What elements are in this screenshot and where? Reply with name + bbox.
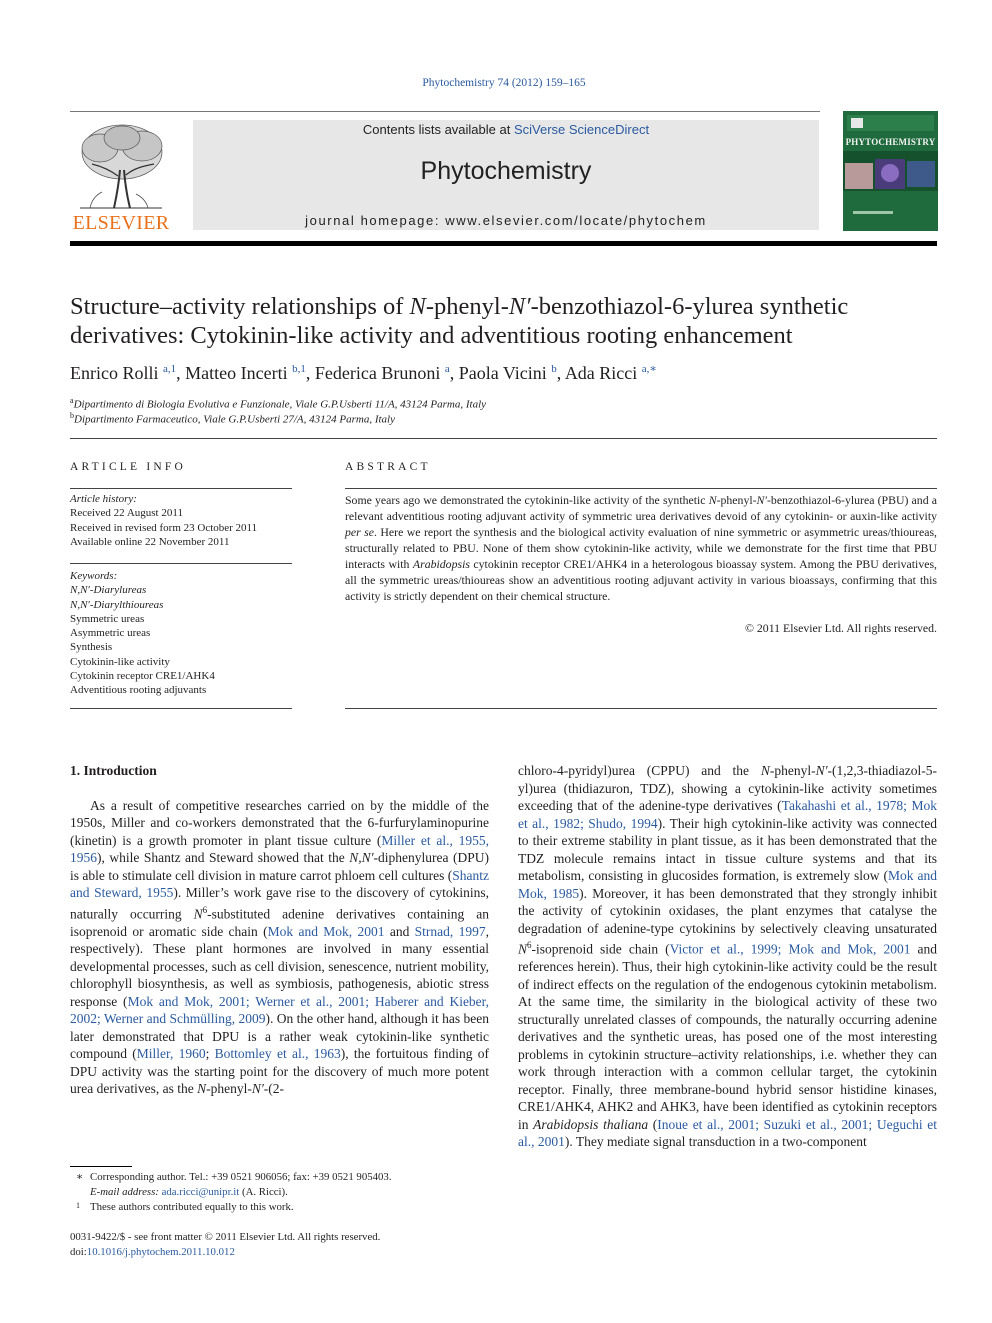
body-text: ). Moreover, it has been demonstrated that they strongly inhibit the activity of cytokinin oxidases, the plant enzymes that catalyse the degradation of adenine-type cytokinins by selectively cleaving unsaturated — [518, 885, 937, 936]
footnote-rule — [70, 1166, 132, 1167]
body-text: ). Their high cytokinin-like activity was connected to their extreme stability in plant tissue, as it has been demonstrated that the TDZ molecule remains intact in tissue culture systems and that its metabolism, consisting in glucosides formation, is extremely slow ( — [518, 815, 938, 883]
email-link[interactable]: ada.ricci@unipr.it — [161, 1186, 240, 1198]
italic-term: N′ — [815, 763, 828, 778]
citation-link[interactable]: Strnad, 1997 — [414, 923, 486, 939]
author[interactable]: Paola Vicini $^b$ — [458, 363, 557, 383]
body-text: ), while Shantz and Steward showed that the — [97, 850, 350, 865]
author[interactable]: Enrico Rolli $^{a,1}$ — [70, 363, 177, 383]
divider — [345, 488, 937, 489]
body-text: -phenyl- — [206, 1081, 252, 1096]
doi-link[interactable]: 10.1016/j.phytochem.2011.10.012 — [86, 1245, 235, 1258]
keyword: Symmetric ureas — [70, 612, 145, 625]
journal-citation[interactable]: Phytochemistry 74 (2012) 159–165 — [422, 77, 586, 89]
paper-title — [70, 292, 940, 350]
superscript: 6 — [527, 940, 532, 950]
body-text: -(2- — [263, 1081, 285, 1096]
citation-link[interactable]: Victor et al., 1999; Mok and Mok, 2001 — [669, 941, 911, 957]
keyword: N,N′-Diarylureas — [70, 584, 147, 597]
body-text: -phenyl- — [769, 763, 816, 778]
history-item: Available online 22 November 2011 — [70, 535, 230, 548]
keyword: Adventitious rooting adjuvants — [70, 684, 207, 697]
keyword: Cytokinin-like activity — [70, 655, 170, 668]
body-text: ; — [205, 1046, 215, 1061]
citation-link[interactable]: Miller et al., 1955, 1956 — [70, 832, 489, 865]
divider — [70, 438, 937, 439]
abstract-text: Some years ago we demonstrated the cytokinin-like activity of the synthetic N-phenyl-N′-benzothiazol-6-ylurea (PBU) and a relevant adventitious rooting adjuvant activity of symmetric urea derivatives devoid of any cytokinin- or auxin-like activity per se. Here we report the synthesis and the biological activity evaluation of nine symmetric or asymmetric ureas/thioureas, structurally related to PBU. None of them show cytokinin-like activity, while we demonstrate for the first time that PBU interacts with Arabidopsis cytokinin receptor CRE1/AHK4 in a heterologous bioassay system. Among the PBU derivatives, all the symmetric ureas/thioureas show an adventitious rooting adjuvant activity in various bioassays, confirming that this activity is strictly dependent on their chemical structure. — [345, 493, 937, 603]
journal-homepage[interactable]: journal homepage: www.elsevier.com/locate/phytochem — [305, 213, 707, 228]
italic-term: N — [760, 763, 770, 778]
abstract-copyright: © 2011 Elsevier Ltd. All rights reserved. — [745, 621, 937, 635]
title-part: Structure–activity relationships of — [70, 293, 410, 320]
citation-link[interactable]: Mok and Mok, 2001; Werner et al., 2001; Haberer and Kieber, 2002; Werner and Schmülling, 2009 — [70, 993, 490, 1026]
cover-title: PHYTOCHEMISTRY — [845, 137, 936, 147]
author[interactable]: Federica Brunoni $^a$ — [314, 363, 450, 383]
body-text: and references herein). Thus, their high cytokinin-like activity could be the result of indirect effects on the regulation of the endogenous cytokinin metabolism. At the same time, the similarity in the biological activity of these two structurally unrelated classes of compounds, the naturally occurring adenine derivatives and the synthetic ureas, has posed one of the most interesting problems in cytokinin structure–activity relationships, i.e. whether they can work through interaction with a common cellular target, the cytokinin receptor. Finally, three membrane-bound hybrid sensor histidine kinases, CRE1/AHK4, AHK2 and AHK3, have been identified as cytokinin receptors in — [518, 941, 937, 1132]
abstract-heading: ABSTRACT — [345, 461, 431, 473]
title-line-2: derivatives: Cytokinin-like activity and adventitious rooting enhancement — [70, 322, 793, 349]
footnote-email: E-mail address: ada.ricci@unipr.it (A. Ricci). — [90, 1186, 288, 1198]
keywords-label: Keywords: — [70, 570, 118, 582]
divider — [70, 563, 292, 564]
body-text: ). Miller’s work gave rise to the discovery of cytokinins, naturally occurring — [70, 885, 489, 921]
citation-link[interactable]: Mok and Mok, 2001 — [267, 923, 385, 939]
title-italic: N′ — [508, 293, 531, 320]
affiliation-b: $^b$Dipartimento Farmaceutico, Viale G.P.Usberti 27/A, 43124 Parma, Italy — [70, 411, 395, 426]
article-history — [70, 492, 292, 549]
footnote-corresponding: ∗ Corresponding author. Tel.: +39 0521 906056; fax: +39 0521 905403. — [76, 1171, 392, 1183]
divider — [345, 708, 937, 709]
citation-link[interactable]: Inoue et al., 2001; Suzuki et al., 2001; Ueguchi et al., 2001 — [518, 1116, 937, 1149]
intro-paragraph-right — [518, 762, 937, 1151]
journal-header-box — [193, 120, 819, 230]
journal-cover-thumbnail[interactable] — [843, 111, 938, 231]
body-text: -substituted adenine derivatives containing an isoprenoid or aromatic side chain ( — [70, 906, 489, 939]
title-part: -benzothiazol-6-ylurea synthetic — [530, 293, 849, 320]
title-part: -phenyl- — [425, 293, 509, 320]
keyword: Cytokinin receptor CRE1/AHK4 — [70, 670, 215, 683]
italic-term: N — [193, 906, 203, 921]
body-text: chloro-4-pyridyl)urea (CPPU) and the — [518, 763, 761, 778]
divider — [70, 488, 292, 489]
citation-link[interactable]: Mok and Mok, 1985 — [518, 868, 938, 901]
contents-line — [193, 122, 819, 137]
section-heading-introduction: 1. Introduction — [70, 763, 157, 778]
divider — [70, 708, 292, 709]
citation-link[interactable]: Takahashi et al., 1978; Mok et al., 1982; Shudo, 1994 — [518, 798, 937, 831]
italic-term: N′ — [251, 1081, 264, 1096]
author[interactable]: Matteo Incerti $^{b,1}$ — [185, 363, 306, 383]
author-list: Enrico Rolli $^{a,1}$, Matteo Incerti $^{b,1}$, Federica Brunoni $^a$, Paola Vicini $^b$, Ada Ricci $^{a,∗}$ — [70, 363, 657, 383]
italic-term: N — [518, 941, 528, 957]
footnotes — [70, 1170, 490, 1215]
header-rule-bottom — [70, 241, 937, 246]
body-column-left — [70, 762, 489, 1098]
citation-link[interactable]: Bottomley et al., 1963 — [214, 1046, 341, 1061]
contents-prefix: Contents lists available at — [362, 122, 514, 137]
author[interactable]: Ada Ricci $^{a,∗}$ — [564, 363, 657, 383]
sciencedirect-link[interactable]: SciVerse ScienceDirect — [513, 122, 650, 137]
body-text: ). On the other hand, although it has been later demonstrated that DPU is a rather weak cytokinin-like synthetic compound ( — [70, 1011, 489, 1061]
footnote-equal-contribution: 1 These authors contributed equally to this work. — [76, 1201, 294, 1213]
body-text: ). They mediate signal transduction in a two-component — [564, 1134, 867, 1149]
body-text: ( — [648, 1116, 658, 1132]
intro-paragraph-left — [70, 797, 489, 1098]
history-item: Received 22 August 2011 — [70, 507, 183, 520]
body-column-right — [518, 762, 937, 1151]
header-rule-top — [70, 111, 820, 112]
body-text: -(1,2,3-thiadiazol-5-yl)urea (thidiazuron, TDZ), showing a cytokinin-like activity sometimes exceeding that of the adenine-type derivatives ( — [518, 763, 937, 813]
body-text: and — [384, 923, 415, 939]
citation-link[interactable]: Shantz and Steward, 1955 — [70, 867, 489, 900]
italic-term: Arabidopsis thaliana — [533, 1116, 649, 1132]
journal-title: Phytochemistry — [420, 157, 592, 185]
citation-link[interactable]: Miller, 1960 — [136, 1046, 206, 1061]
issn-line: 0031-9422/$ - see front matter © 2011 Elsevier Ltd. All rights reserved. — [70, 1231, 381, 1243]
italic-term: N,N′ — [349, 850, 374, 865]
body-text: As a result of competitive researches carried on by the middle of the 1950s, Miller and co-workers demonstrated that the 6-furfurylaminopurine (kinetin) is a growth promoter in plant tissue culture ( — [70, 797, 489, 848]
italic-term: N — [197, 1081, 207, 1096]
cover-art-icon — [843, 111, 938, 231]
body-text: -isoprenoid side chain ( — [531, 941, 670, 957]
history-item: Received in revised form 23 October 2011 — [70, 521, 258, 534]
elsevier-wordmark: ELSEVIER — [72, 212, 170, 234]
front-matter-meta — [70, 1230, 500, 1259]
superscript: 6 — [202, 904, 208, 915]
affiliation-a: $^a$Dipartimento di Biologia Evolutiva e Funzionale, Viale G.P.Usberti 11/A, 43124 Parma, Italy — [70, 396, 487, 411]
history-label: Article history: — [70, 493, 137, 505]
keyword: Synthesis — [70, 641, 113, 654]
body-text: -diphenylurea (DPU) is able to stimulate cell division in mature carrot phloem cell cultures ( — [70, 850, 489, 883]
keyword: N,N′-Diarylthioureas — [70, 598, 164, 611]
doi-line: doi:10.1016/j.phytochem.2011.10.012 — [70, 1245, 235, 1258]
body-text: ), the fortuitous finding of DPU activity was the starting point for the discovery of much more potent urea derivatives, as the — [70, 1046, 489, 1096]
body-text: , respectively). These plant hormones are involved in many essential developmental processes, such as cell division, senescence, nutrient mobility, chlorophyll biosynthesis, as well as symbiosis, pathogenesis, abiotic stress response ( — [70, 923, 490, 1009]
title-italic: N — [409, 293, 426, 320]
keyword: Asymmetric ureas — [70, 627, 151, 640]
article-info-heading: ARTICLE INFO — [70, 461, 186, 473]
keywords-block — [70, 569, 292, 698]
